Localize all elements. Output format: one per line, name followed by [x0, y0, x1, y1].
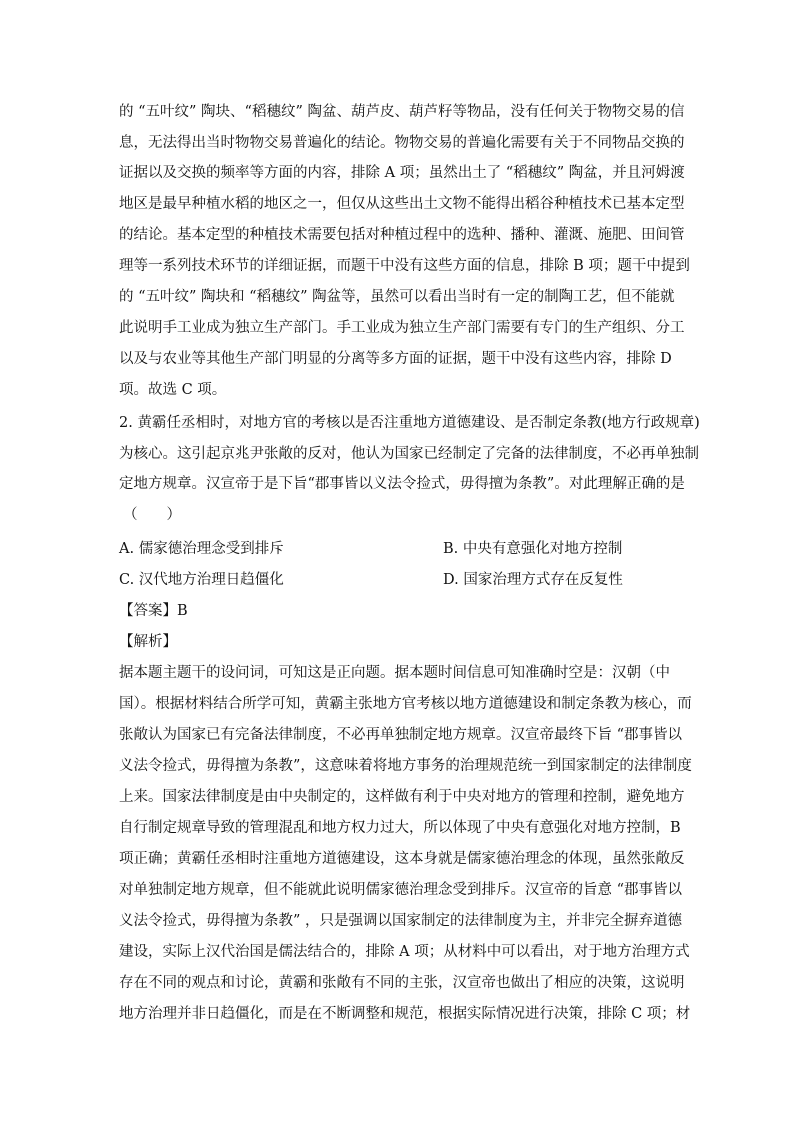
text-line: 的 “五叶纹” 陶块和 “稻穗纹” 陶盆等，虽然可以看出当时有一定的制陶工艺，但不能就 — [119, 289, 675, 305]
analysis-line: 国）。根据材料结合所学可知，黄霸主张地方官考核以地方道德建设和制定条教为核心，而 — [119, 696, 692, 712]
text-line: 项。故选 C 项。 — [119, 382, 227, 398]
option-d: D. 国家治理方式存在反复性 — [443, 572, 623, 588]
text-line: 理等一系列技术环节的详细证据，而题干中没有这些方面的信息，排除 B 项；题干中提到 — [119, 258, 690, 274]
text-line: 息，无法得出当时物物交易普遍化的结论。物物交易的普遍化需要有关于不同物品交换的 — [119, 135, 685, 151]
text-line: 此说明手工业成为独立生产部门。手工业成为独立生产部门需要有专门的生产组织、分工 — [119, 320, 685, 336]
question-stem-line: 为核心。这引起京兆尹张敞的反对，他认为国家已经制定了完备的法律制度，不必再单独制 — [119, 446, 699, 462]
analysis-line: 项正确；黄霸任丞相时注重地方道德建设，这本身就是儒家德治理念的体现，虽然张敞反 — [119, 851, 685, 867]
analysis-line: 义法令捡式，毋得擅为条教” ，只是强调以国家制定的法律制度为主，并非完全摒弃道德 — [119, 913, 683, 929]
analysis-line: 存在不同的观点和讨论，黄霸和张敞有不同的主张，汉宣帝也做出了相应的决策，这说明 — [119, 975, 685, 991]
text-line: 证据以及交换的频率等方面的内容，排除 A 项；虽然出土了 “稻穗纹” 陶盆，并且河姆渡 — [119, 165, 685, 181]
analysis-line: 地方治理并非日趋僵化，而是在不断调整和规范，根据实际情况进行决策，排除 C 项；材 — [119, 1006, 691, 1022]
analysis-line: 自行制定规章导致的管理混乱和地方权力过大，所以体现了中央有意强化对地方控制，B — [119, 820, 681, 836]
analysis-line: 张敞认为国家已有完备法律制度，不必再单独制定地方规章。汉宣帝最终下旨 “郡事皆以 — [119, 727, 683, 743]
question-stem-line: 2. 黄霸任丞相时，对地方官的考核以是否注重地方道德建设、是否制定条教(地方行政规章) — [119, 415, 700, 431]
option-c: C. 汉代地方治理日趋僵化 — [119, 572, 284, 588]
answer-blank: （ ） — [123, 507, 181, 523]
text-line: 地区是最早种植水稻的地区之一，但仅从这些出土文物不能得出稻谷种植技术已基本定型 — [119, 196, 685, 212]
analysis-line: 上来。国家法律制度是由中央制定的，这样做有利于中央对地方的管理和控制，避免地方 — [119, 789, 685, 805]
analysis-line: 建设，实际上汉代治国是儒法结合的，排除 A 项；从材料中可以看出，对于地方治理方式 — [119, 944, 690, 960]
text-line: 的 “五叶纹” 陶块、“稻穗纹” 陶盆、葫芦皮、葫芦籽等物品，没有任何关于物物交易的信 — [119, 104, 685, 120]
option-b: B. 中央有意强化对地方控制 — [443, 541, 623, 557]
analysis-line: 义法令捡式，毋得擅为条教”，这意味着将地方事务的治理规范统一到国家制定的法律制度 — [119, 758, 692, 774]
option-a: A. 儒家德治理念受到排斥 — [119, 541, 284, 557]
question-stem-line: 定地方规章。汉宣帝于是下旨“郡事皆以义法令捡式，毋得擅为条教”。对此理解正确的是 — [119, 476, 685, 492]
text-line: 以及与农业等其他生产部门明显的分离等多方面的证据，题干中没有这些内容，排除 D — [119, 351, 672, 367]
text-line: 的结论。基本定型的种植技术需要包括对种植过程中的选种、播种、灌溉、施肥、田间管 — [119, 227, 685, 243]
answer-label: 【答案】B — [119, 603, 188, 619]
analysis-line: 对单独制定地方规章，但不能就此说明儒家德治理念受到排斥。汉宣帝的旨意 “郡事皆以 — [119, 882, 683, 898]
analysis-line: 据本题主题干的设问词，可知这是正向题。据本题时间信息可知准确时空是：汉朝（中 — [119, 665, 670, 681]
analysis-label: 【解析】 — [119, 634, 177, 650]
